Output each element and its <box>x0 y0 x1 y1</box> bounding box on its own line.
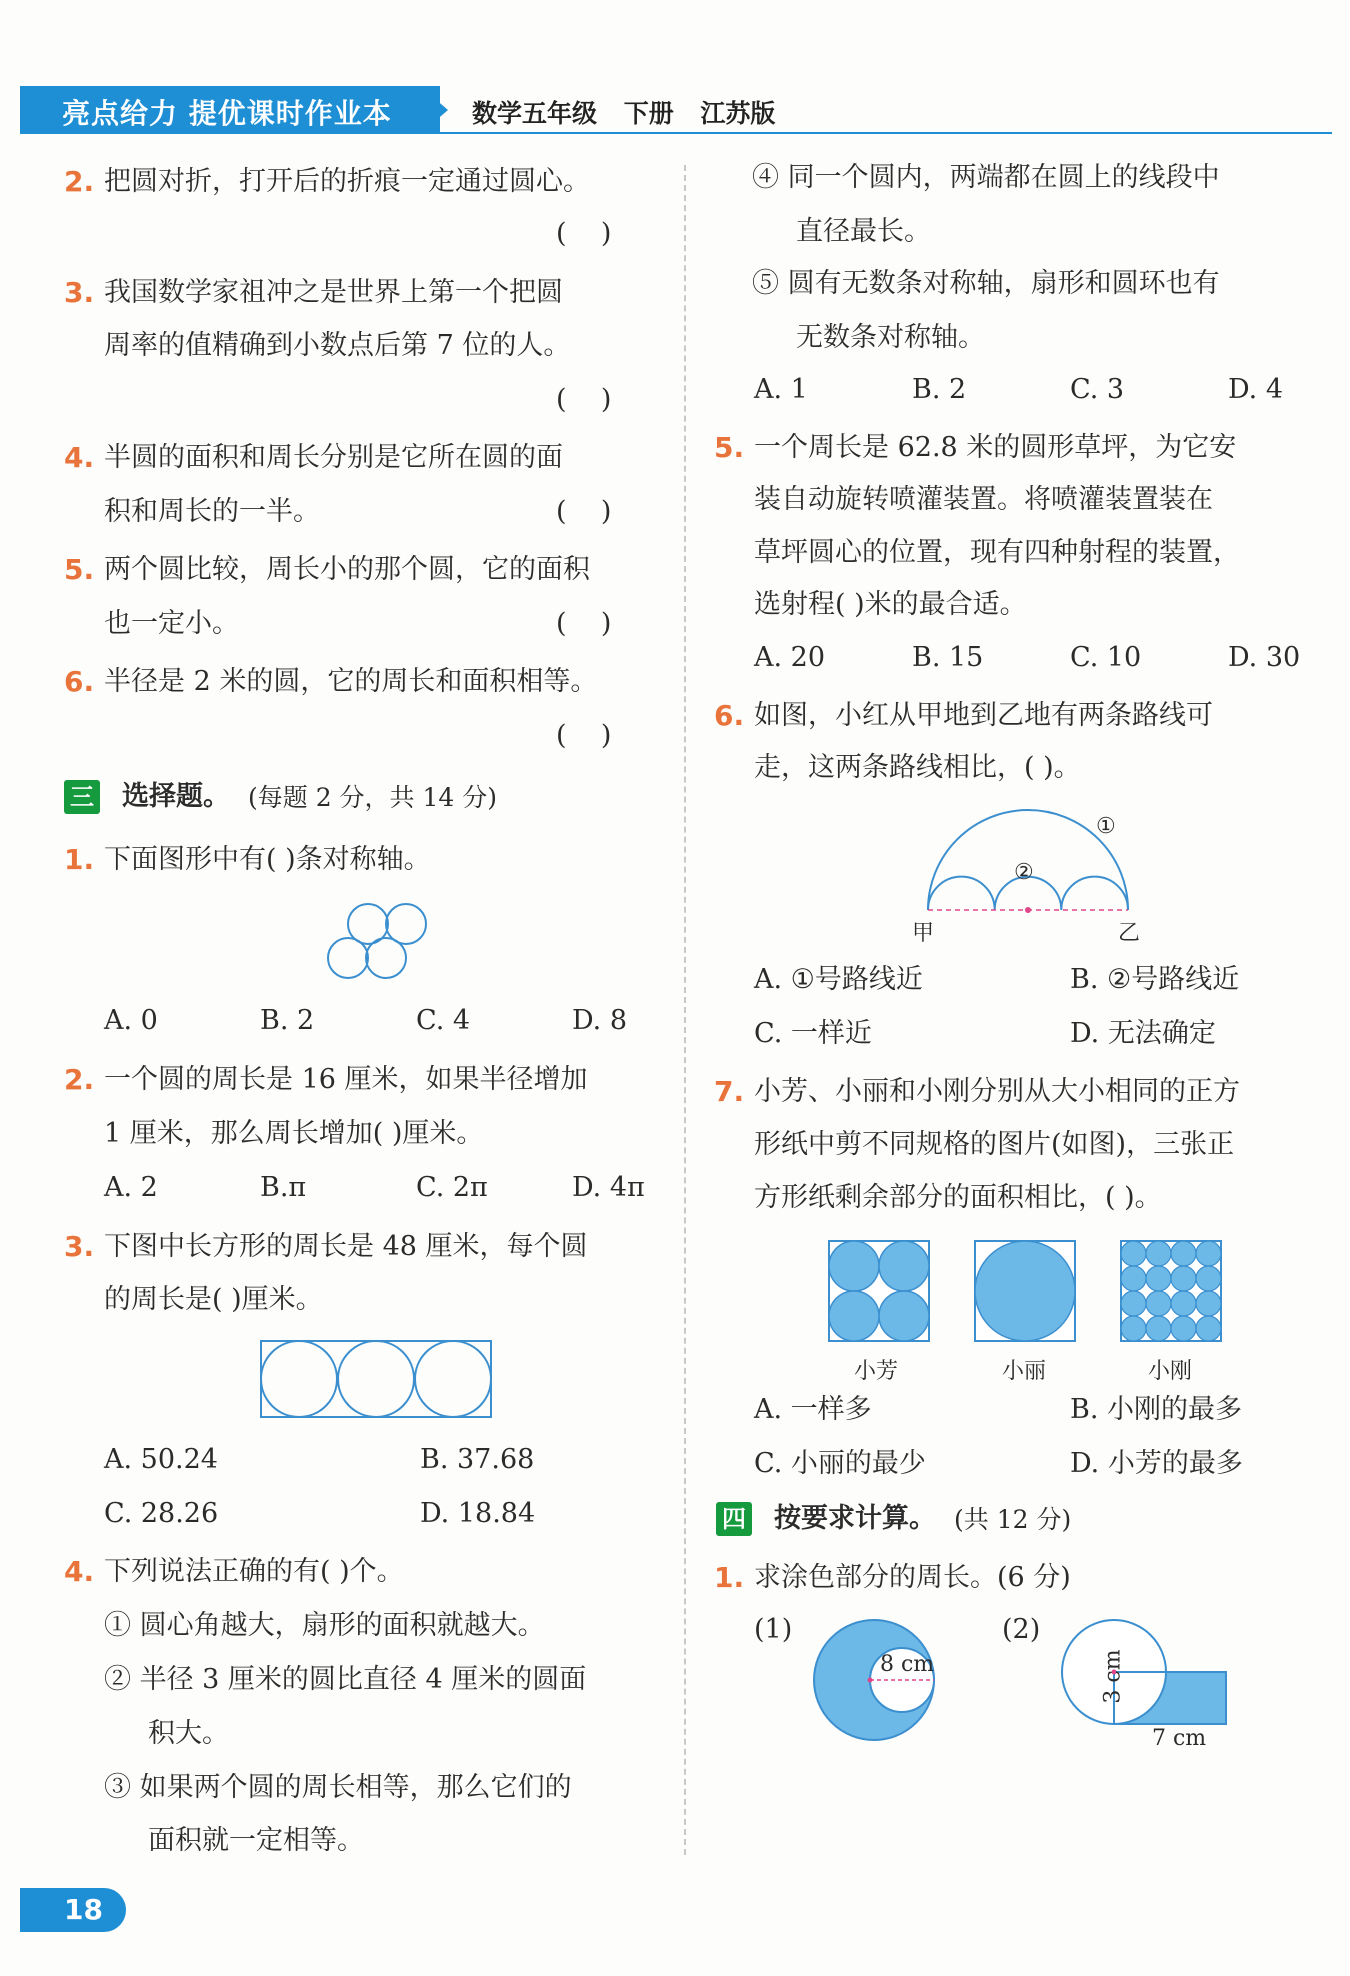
question-text: 的周长是( )厘米。 <box>104 1284 323 1315</box>
option-b[interactable]: B. 2 <box>260 1005 315 1036</box>
question-text: 如图，小红从甲地到乙地有两条路线可 <box>754 700 1213 731</box>
four-circles-figure <box>320 898 432 982</box>
question-number: 5. <box>714 431 745 464</box>
statement-4-cont: 直径最长。 <box>796 216 931 247</box>
question-text: 半圆的面积和周长分别是它所在圆的面 <box>104 442 563 473</box>
option-d[interactable]: D. 4π <box>572 1172 645 1203</box>
option-a[interactable]: A. 1 <box>754 374 808 405</box>
option-b[interactable]: B. 15 <box>912 642 984 673</box>
question-text: 小芳、小丽和小刚分别从大小相同的正方 <box>754 1076 1240 1107</box>
section-badge: 三 <box>64 780 100 814</box>
question-number: 2. <box>64 1063 95 1096</box>
statement-1: ① 圆心角越大，扇形的面积就越大。 <box>104 1610 545 1641</box>
shaded-circle-rect-figure-2 <box>1060 1618 1240 1742</box>
option-d[interactable]: D. 18.84 <box>420 1498 536 1529</box>
statement-2: ② 半径 3 厘米的圆比直径 4 厘米的圆面 <box>104 1664 587 1695</box>
answer-blank[interactable]: ( ) <box>556 384 612 415</box>
option-c[interactable]: C. 28.26 <box>104 1498 219 1529</box>
section-note: (共 12 分) <box>954 1505 1072 1534</box>
option-d[interactable]: D. 4 <box>1228 374 1284 405</box>
xiaofang-square-figure <box>828 1240 930 1342</box>
option-b[interactable]: B. 37.68 <box>420 1444 535 1475</box>
question-number: 3. <box>64 1230 95 1263</box>
question-number: 3. <box>64 276 95 309</box>
question-text: 1 厘米，那么周长增加( )厘米。 <box>104 1118 484 1149</box>
column-divider <box>684 165 686 1855</box>
question-number: 4. <box>64 441 95 474</box>
dimension-7cm: 7 cm <box>1152 1726 1207 1751</box>
question-text: 我国数学家祖冲之是世界上第一个把圆 <box>104 277 563 308</box>
statement-5-cont: 无数条对称轴。 <box>796 322 985 353</box>
option-a[interactable]: A. 一样多 <box>754 1394 872 1425</box>
route-1-label: ① <box>1096 814 1116 839</box>
question-text: 一个周长是 62.8 米的圆形草坪，为它安 <box>754 432 1237 463</box>
option-d[interactable]: D. 8 <box>572 1005 628 1036</box>
question-text: 下列说法正确的有( )个。 <box>104 1556 404 1587</box>
section-title: 按要求计算。 <box>774 1503 936 1534</box>
statement-2-cont: 积大。 <box>148 1718 229 1749</box>
section-note: (每题 2 分，共 14 分) <box>248 783 498 812</box>
shaded-circle-figure-1 <box>812 1618 936 1742</box>
question-number: 6. <box>714 699 745 732</box>
question-number: 4. <box>64 1555 95 1588</box>
dimension-3cm: 3 cm <box>1100 1649 1126 1704</box>
center-dot <box>1025 907 1031 913</box>
question-text: 下图中长方形的周长是 48 厘米，每个圆 <box>104 1231 588 1262</box>
option-b[interactable]: B. ②号路线近 <box>1070 964 1240 995</box>
xiaogang-square-figure <box>1120 1240 1222 1342</box>
question-number: 7. <box>714 1075 745 1108</box>
question-text: 一个圆的周长是 16 厘米，如果半径增加 <box>104 1064 588 1095</box>
answer-blank[interactable]: ( ) <box>556 496 612 527</box>
question-text: 装自动旋转喷灌装置。将喷灌装置装在 <box>754 484 1213 515</box>
page-number: 18 <box>20 1888 126 1932</box>
statement-5: ⑤ 圆有无数条对称轴，扇形和圆环也有 <box>752 268 1220 299</box>
statement-3: ③ 如果两个圆的周长相等，那么它们的 <box>104 1772 572 1803</box>
figure-2-label: (2) <box>1002 1614 1041 1645</box>
option-b[interactable]: B. 2 <box>912 374 967 405</box>
option-a[interactable]: A. ①号路线近 <box>754 964 923 995</box>
question-text: 把圆对折，打开后的折痕一定通过圆心。 <box>104 166 590 197</box>
option-c[interactable]: C. 3 <box>1070 374 1125 405</box>
option-b[interactable]: B.π <box>260 1172 307 1203</box>
question-text: 也一定小。 <box>104 608 239 639</box>
question-text: 周率的值精确到小数点后第 7 位的人。 <box>104 330 571 361</box>
question-text: 求涂色部分的周长。(6 分) <box>754 1562 1071 1593</box>
question-text: 走，这两条路线相比，( )。 <box>754 752 1081 783</box>
question-text: 形纸中剪不同规格的图片(如图)，三张正 <box>754 1129 1235 1160</box>
statement-4: ④ 同一个圆内，两端都在圆上的线段中 <box>752 162 1220 193</box>
question-text: 积和周长的一半。 <box>104 496 320 527</box>
end-point-label: 乙 <box>1118 921 1141 946</box>
option-c[interactable]: C. 一样近 <box>754 1018 872 1049</box>
option-d[interactable]: D. 30 <box>1228 642 1301 673</box>
option-b[interactable]: B. 小刚的最多 <box>1070 1394 1243 1425</box>
dimension-8cm: 8 cm <box>880 1652 935 1677</box>
question-text: 选射程( )米的最合适。 <box>754 589 1027 620</box>
answer-blank[interactable]: ( ) <box>556 608 612 639</box>
xiaoli-square-figure <box>974 1240 1076 1342</box>
xiaofang-label: 小芳 <box>854 1359 899 1384</box>
option-a[interactable]: A. 0 <box>104 1005 158 1036</box>
question-text: 下面图形中有( )条对称轴。 <box>104 844 431 875</box>
option-a[interactable]: A. 2 <box>104 1172 158 1203</box>
statement-3-cont: 面积就一定相等。 <box>148 1825 364 1856</box>
question-text: 方形纸剩余部分的面积相比，( )。 <box>754 1182 1162 1213</box>
xiaoli-label: 小丽 <box>1002 1359 1047 1384</box>
answer-blank[interactable]: ( ) <box>556 218 612 249</box>
route-2-label: ② <box>1014 860 1034 885</box>
question-number: 6. <box>64 665 95 698</box>
question-text: 两个圆比较，周长小的那个圆，它的面积 <box>104 554 590 585</box>
option-a[interactable]: A. 50.24 <box>104 1444 218 1475</box>
answer-blank[interactable]: ( ) <box>556 720 612 751</box>
question-number: 2. <box>64 165 95 198</box>
section-badge: 四 <box>716 1502 752 1536</box>
figure-1-label: (1) <box>754 1614 793 1645</box>
section-title: 选择题。 <box>122 781 230 812</box>
question-number: 1. <box>714 1561 745 1594</box>
rectangle-three-circles-figure <box>260 1340 494 1420</box>
option-d[interactable]: D. 小芳的最多 <box>1070 1448 1243 1479</box>
option-d[interactable]: D. 无法确定 <box>1070 1018 1216 1049</box>
option-c[interactable]: C. 10 <box>1070 642 1142 673</box>
option-a[interactable]: A. 20 <box>754 642 826 673</box>
question-number: 5. <box>64 553 95 586</box>
book-brand: 亮点给力 提优课时作业本 <box>62 97 392 130</box>
option-c[interactable]: C. 小丽的最少 <box>754 1448 926 1479</box>
book-subject: 数学五年级 下册 江苏版 <box>472 99 776 128</box>
xiaogang-label: 小刚 <box>1148 1359 1193 1384</box>
question-text: 草坪圆心的位置，现有四种射程的装置， <box>754 537 1240 568</box>
start-point-label: 甲 <box>912 921 935 946</box>
header-rule <box>20 132 1332 134</box>
option-c[interactable]: C. 4 <box>416 1005 471 1036</box>
option-c[interactable]: C. 2π <box>416 1172 488 1203</box>
question-text: 半径是 2 米的圆，它的周长和面积相等。 <box>104 666 598 697</box>
question-number: 1. <box>64 843 95 876</box>
